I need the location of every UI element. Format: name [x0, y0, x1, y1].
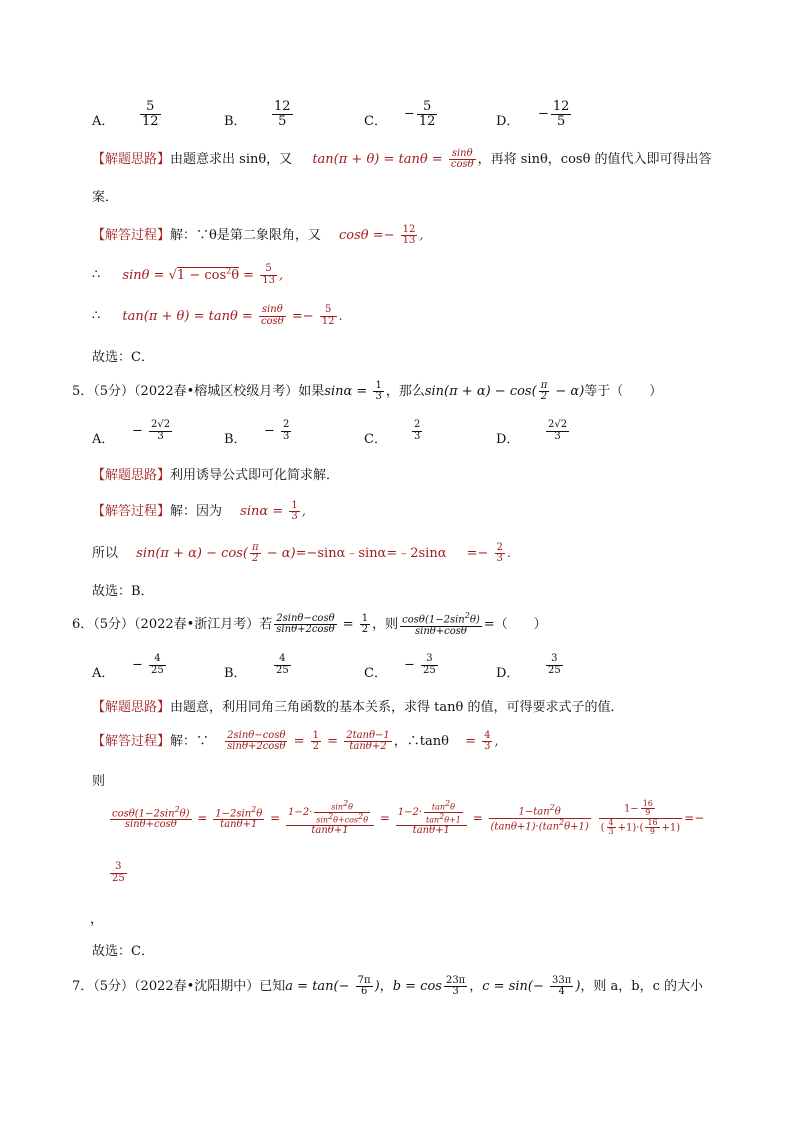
q6-answer: 故选：C． — [92, 944, 154, 959]
q5-option-b-value: − $\frac{2}{3}$ — [264, 419, 290, 442]
q5-option-a: A． — [92, 432, 115, 447]
proc-tag: 【解答过程】 — [92, 228, 171, 243]
q4-option-b-frac: $\frac{12}{5}$ — [274, 99, 291, 129]
q6-option-b: B． — [224, 666, 247, 681]
q4-option-c: C． — [364, 114, 387, 129]
q5-option-c: C． — [364, 432, 387, 447]
q5-answer: 故选：B． — [92, 584, 154, 599]
q6-question: 6．（5分）（2022春•浙江月考）若 $\frac{2\sin\theta-\cos\theta}{\sin\theta+2\cos\theta}$ = $\frac{1}{2}$ ，则 $\frac{\cos\theta(1-2\sin^2\theta)}{\sin\theta+\cos\theta}$ =（ ） — [72, 611, 547, 637]
q4-answer: 故选：C． — [92, 350, 154, 365]
q6-options: A． − $\frac{4}{25}$ B． $\frac{4}{25}$ C． − $\frac{3}{25}$ D． $\frac{3}{25}$ — [92, 653, 561, 681]
q4-option-a-frac: $\frac{5}{12}$ — [142, 99, 159, 129]
q5-option-b: B． — [224, 432, 247, 447]
q4-option-a: A． — [92, 114, 115, 129]
q6-option-d: D． — [496, 666, 520, 681]
q4-proc-line1: 【解答过程】解：∵θ是第二象限角，又 cosθ =− $\frac{12}{13}$ , — [92, 223, 424, 246]
q4-option-b: B． — [224, 114, 247, 129]
q6-option-a: A． — [92, 666, 115, 681]
q6-idea: 【解题思路】由题意，利用同角三角函数的基本关系，求得 tanθ 的值，可得要求式子的值． — [92, 700, 624, 715]
q4-proc-line3: ∴ tan(π + θ) = tanθ = $\frac{\sin\theta}{\cos\theta}$ =− $\frac{5}{12}$ . — [92, 304, 343, 327]
q6-derivation: $\frac{\cos\theta(1-2\sin^2\theta)}{\sin\theta+\cos\theta}$ = $\frac{1-2\sin^2\theta}{\tan\theta+1}$ = 1−2· $\frac{\sin^2\theta}{\sin^2\theta+\cos^2\theta}$ tanθ+1 = 1−2· $\frac{\tan^2\theta}{\tan^2\theta+1}$ tanθ+1 = $\frac{1-\tan^2\theta}{(\tan\theta+1)\cdot(\tan^2\theta+1)}$ 1− $\frac{16}{9}$ ( $\frac{4}{3}$ +1)·( $\frac{16}{9}$ +1) =− — [112, 799, 705, 837]
q6-then: 则 — [92, 774, 106, 789]
q5-options — [92, 420, 612, 456]
q5-option-a-value: − $\frac{2√2}{3}$ — [132, 419, 171, 442]
idea-tag: 【解题思路】 — [92, 152, 171, 167]
q7-question: 7．（5分）（2022春•沈阳期中）已知a = tan(− $\frac{7\pi}{6}$ )，b = cos $\frac{23\pi}{3}$ ，c = sin(− $\frac{33\pi}{4}$ )，则 a，b，c 的大小 — [72, 974, 704, 997]
q4-sin-value: $\sin\theta = √1 - \cos^2\theta$ = $\frac{5}{13}$ , — [122, 263, 284, 286]
q4-idea-formula: tan(π + θ) = tanθ = $\frac{\sin\theta}{\cos\theta}$ — [312, 147, 474, 170]
q4-idea-line2: 案． — [92, 190, 119, 205]
q5-idea: 【解题思路】利用诱导公式即可化简求解． — [92, 468, 340, 483]
q4-option-d: D． — [496, 114, 520, 129]
q5-question: 5．（5分）（2022春•榕城区校级月考）如果sinα = $\frac{1}{3}$ ，那么sin(π + α) − cos( $\frac{\pi}{2}$ − α)等于（ ） — [72, 379, 663, 402]
q6-comma: ， — [90, 912, 104, 927]
q5-option-d-value: $\frac{2√2}{3}$ — [548, 419, 568, 442]
q6-option-c: C． — [364, 666, 387, 681]
q5-proc-line1: 【解答过程】解：因为 sinα = $\frac{1}{3}$ , — [92, 499, 306, 522]
q4-option-d-frac: − $\frac{12}{5}$ — [538, 99, 570, 129]
q4-cos-value: cosθ =− $\frac{12}{13}$ , — [338, 223, 424, 246]
q4-proc-line2: ∴ $\sin\theta = √1 - \cos^2\theta$ = $\frac{5}{13}$ , — [92, 263, 284, 286]
q4-option-c-frac: − $\frac{5}{12}$ — [404, 99, 436, 129]
q4-tan-value: tan(π + θ) = tanθ = $\frac{\sin\theta}{\cos\theta}$ =− $\frac{5}{12}$ . — [122, 304, 343, 327]
q4-idea-line1: 【解题思路】由题意求出 sinθ，又 tan(π + θ) = tanθ = $\frac{\sin\theta}{\cos\theta}$ ，再将 sinθ，cosθ 的值代入即可得出答 — [92, 147, 712, 170]
q5-proc-line2: 所以 sin(π + α) − cos( $\frac{\pi}{2}$ − α)=−sinα﹣sinα=﹣2sinα =− $\frac{2}{3}$ . — [92, 541, 512, 564]
q6-proc-line1: 【解答过程】解：∵ $\frac{2\sin\theta-\cos\theta}{\sin\theta+2\cos\theta}$ = $\frac{1}{2}$ = $\frac{2\tan\theta-1}{\tan\theta+2}$ ，∴tanθ = $\frac{4}{3}$ , — [92, 729, 499, 752]
q5-option-c-value: $\frac{2}{3}$ — [414, 419, 421, 442]
q6-result: $\frac{3}{25}$ — [112, 861, 125, 884]
q5-option-d: D． — [496, 432, 520, 447]
